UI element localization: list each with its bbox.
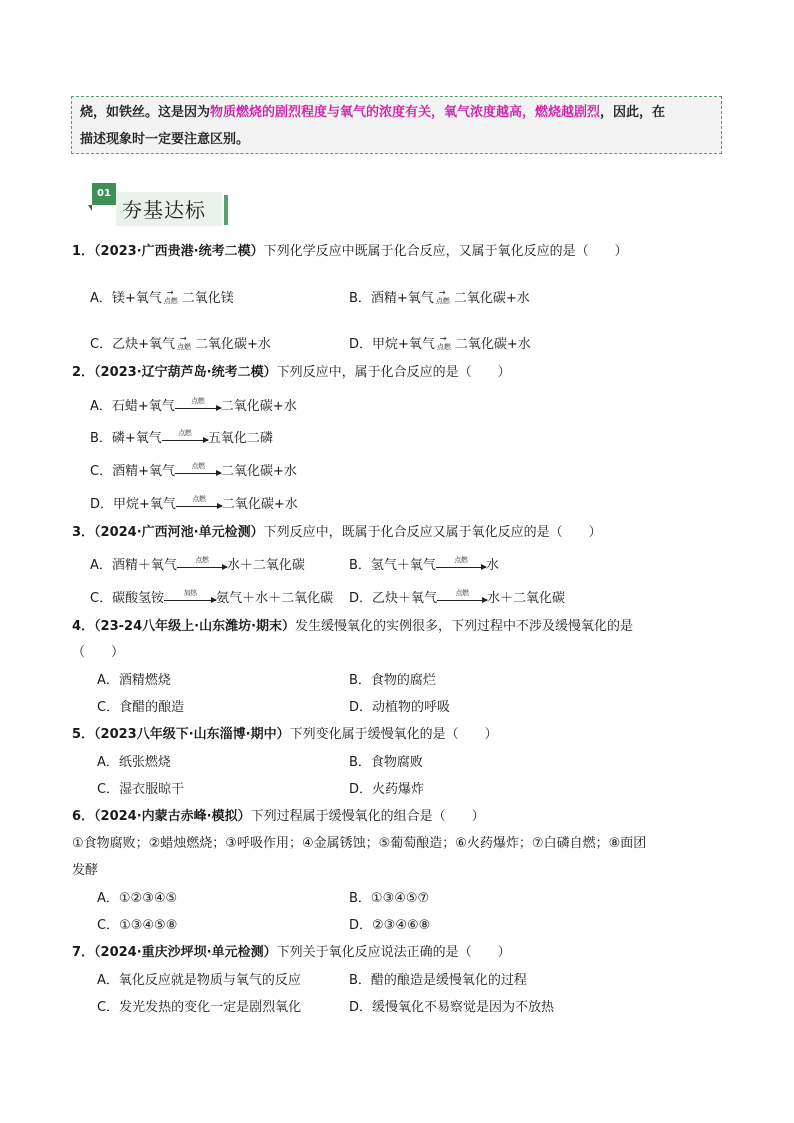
q6-option-a[interactable]: A．①②③④⑤ <box>97 891 178 906</box>
q3-option-c[interactable] <box>90 587 333 606</box>
q4-option-c[interactable]: C．食醋的酿造 <box>97 700 185 715</box>
q1-stem: 下列化学反应中既属于化合反应，又属于氧化反应的是（ ） <box>263 244 628 259</box>
q6-source: （2024·内蒙古赤峰·模拟） <box>94 809 251 824</box>
q3-d-arrow: 点燃 <box>437 597 487 601</box>
q3-a-left: A．酒精＋氧气 <box>90 558 177 573</box>
q7-number: 7． <box>72 945 95 960</box>
question-6 <box>72 805 485 824</box>
q2-number: 2． <box>72 365 95 380</box>
q2-b-right: 五氧化二磷 <box>207 431 273 446</box>
q2-d-left: D．甲烷+氧气 <box>90 497 176 512</box>
q2-d-right: 二氧化碳+水 <box>221 497 298 512</box>
badge-fold <box>88 205 92 211</box>
q2-option-b[interactable] <box>90 427 273 446</box>
q5-option-a[interactable]: A．纸张燃烧 <box>97 755 171 770</box>
q2-a-arrow: 点燃 <box>175 405 221 409</box>
q3-c-left: C．碳酸氢铵 <box>90 591 165 606</box>
q3-option-b[interactable] <box>349 554 499 573</box>
q2-a-right: 二氧化碳+水 <box>220 399 297 414</box>
q5-option-d[interactable]: D．火药爆炸 <box>349 782 425 797</box>
q1-c-left: C．乙炔+氧气 <box>90 337 175 352</box>
q1-d-right: 二氧化碳+水 <box>454 337 531 352</box>
q2-a-left: A．石蜡+氧气 <box>90 399 175 414</box>
q1-b-right: 二氧化碳+水 <box>453 291 530 306</box>
q6-option-c[interactable]: C．①③④⑤⑧ <box>97 918 178 933</box>
q3-d-right: 水＋二氧化碳 <box>487 591 566 606</box>
q4-blank: （ ） <box>72 645 125 660</box>
q1-a-right: 二氧化镁 <box>181 291 234 306</box>
question-2 <box>72 361 511 380</box>
q5-source: （2023八年级下·山东淄博·期中） <box>94 727 290 742</box>
q6-option-b[interactable]: B．①③④⑤⑦ <box>349 891 430 906</box>
q7-source: （2024·重庆沙坪坝·单元检测） <box>94 945 277 960</box>
q6-list-cont: 发酵 <box>72 863 99 878</box>
q1-option-b[interactable] <box>349 287 530 306</box>
q1-b-arrow: → 点燃 <box>435 287 450 305</box>
q2-b-left: B．磷+氧气 <box>90 431 162 446</box>
q2-option-a[interactable] <box>90 395 297 414</box>
q2-d-arrow: 点燃 <box>176 503 222 507</box>
q3-a-arrow: 点燃 <box>177 564 227 568</box>
key-point-box <box>71 96 722 154</box>
tip-text-2: ，因此，在 <box>600 105 666 120</box>
q2-c-arrow: 点燃 <box>175 470 221 474</box>
q4-number: 4． <box>72 619 95 634</box>
section-title: 夯基达标 <box>122 198 206 222</box>
q7-stem: 下列关于氧化反应说法正确的是（ ） <box>276 945 511 960</box>
question-1 <box>72 240 628 259</box>
q4-option-d[interactable]: D．动植物的呼吸 <box>349 700 451 715</box>
q2-source: （2023·辽宁葫芦岛·统考二模） <box>94 365 277 380</box>
question-5 <box>72 723 498 742</box>
q1-d-arrow: → 点燃 <box>436 333 451 351</box>
q6-list: ①食物腐败；②蜡烛燃烧；③呼吸作用；④金属锈蚀；⑤葡萄酿造；⑥火药爆炸；⑦白磷自燃；⑧面团 <box>72 836 647 851</box>
q5-number: 5． <box>72 727 95 742</box>
q1-option-c[interactable] <box>90 333 271 352</box>
question-4 <box>72 615 633 634</box>
q2-c-right: 二氧化碳+水 <box>220 464 297 479</box>
q3-a-right: 水＋二氧化碳 <box>226 558 305 573</box>
q2-b-arrow: 点燃 <box>162 437 208 441</box>
q1-source: （2023·广西贵港·统考二模） <box>94 244 264 259</box>
q3-option-a[interactable] <box>90 554 305 573</box>
q4-stem: 发生缓慢氧化的实例很多，下列过程中不涉及缓慢氧化的是 <box>295 619 634 634</box>
tip-text-3: 描述现象时一定要注意区别。 <box>80 132 250 147</box>
section-badge: 01 <box>92 183 116 205</box>
section-header <box>80 180 240 226</box>
tip-highlight: 物质燃烧的剧烈程度与氧气的浓度有关，氧气浓度越高，燃烧越剧烈 <box>210 105 601 120</box>
q5-option-b[interactable]: B．食物腐败 <box>349 755 423 770</box>
q2-c-left: C．酒精+氧气 <box>90 464 175 479</box>
q3-c-arrow: 加热 <box>164 597 216 601</box>
q1-d-left: D．甲烷+氧气 <box>349 337 435 352</box>
q1-a-arrow: → 点燃 <box>163 287 178 305</box>
q6-option-d[interactable]: D．②③④⑥⑧ <box>349 918 431 933</box>
q7-option-d[interactable]: D．缓慢氧化不易察觉是因为不放热 <box>349 1000 555 1015</box>
q5-stem: 下列变化属于缓慢氧化的是（ ） <box>289 727 498 742</box>
q3-d-left: D．乙炔＋氧气 <box>349 591 438 606</box>
q1-a-left: A．镁+氧气 <box>90 291 162 306</box>
q3-source: （2024·广西河池·单元检测） <box>94 525 264 540</box>
q3-b-left: B．氢气＋氧气 <box>349 558 436 573</box>
q3-stem: 下列反应中，既属于化合反应又属于氧化反应的是（ ） <box>263 525 602 540</box>
tip-text-1: 烧，如铁丝。这是因为 <box>80 105 211 120</box>
q5-option-c[interactable]: C．湿衣服晾干 <box>97 782 185 797</box>
q2-option-c[interactable] <box>90 460 297 479</box>
q7-option-a[interactable]: A．氧化反应就是物质与氧气的反应 <box>97 973 301 988</box>
q1-number: 1． <box>72 244 95 259</box>
q4-source: （23-24八年级上·山东潍坊·期末） <box>94 619 296 634</box>
question-3 <box>72 521 602 540</box>
q2-stem: 下列反应中，属于化合反应的是（ ） <box>276 365 511 380</box>
q1-option-a[interactable] <box>90 287 234 306</box>
q3-b-arrow: 点燃 <box>436 564 486 568</box>
q3-b-right: 水 <box>485 558 499 573</box>
q7-option-c[interactable]: C．发光发热的变化一定是剧烈氧化 <box>97 1000 302 1015</box>
q1-option-d[interactable] <box>349 333 531 352</box>
q7-option-b[interactable]: B．醋的酿造是缓慢氧化的过程 <box>349 973 527 988</box>
q1-b-left: B．酒精+氧气 <box>349 291 434 306</box>
q3-option-d[interactable] <box>349 587 565 606</box>
q3-number: 3． <box>72 525 95 540</box>
q2-option-d[interactable] <box>90 493 298 512</box>
q1-c-right: 二氧化碳+水 <box>194 337 271 352</box>
q6-number: 6． <box>72 809 95 824</box>
q3-c-right: 氨气＋水＋二氧化碳 <box>216 591 334 606</box>
question-7 <box>72 941 511 960</box>
section-bar <box>224 195 228 225</box>
q1-c-arrow: → 点燃 <box>176 333 191 351</box>
q4-option-b[interactable]: B．食物的腐烂 <box>349 673 436 688</box>
q6-stem: 下列过程属于缓慢氧化的组合是（ ） <box>250 809 485 824</box>
q4-option-a[interactable]: A．酒精燃烧 <box>97 673 171 688</box>
